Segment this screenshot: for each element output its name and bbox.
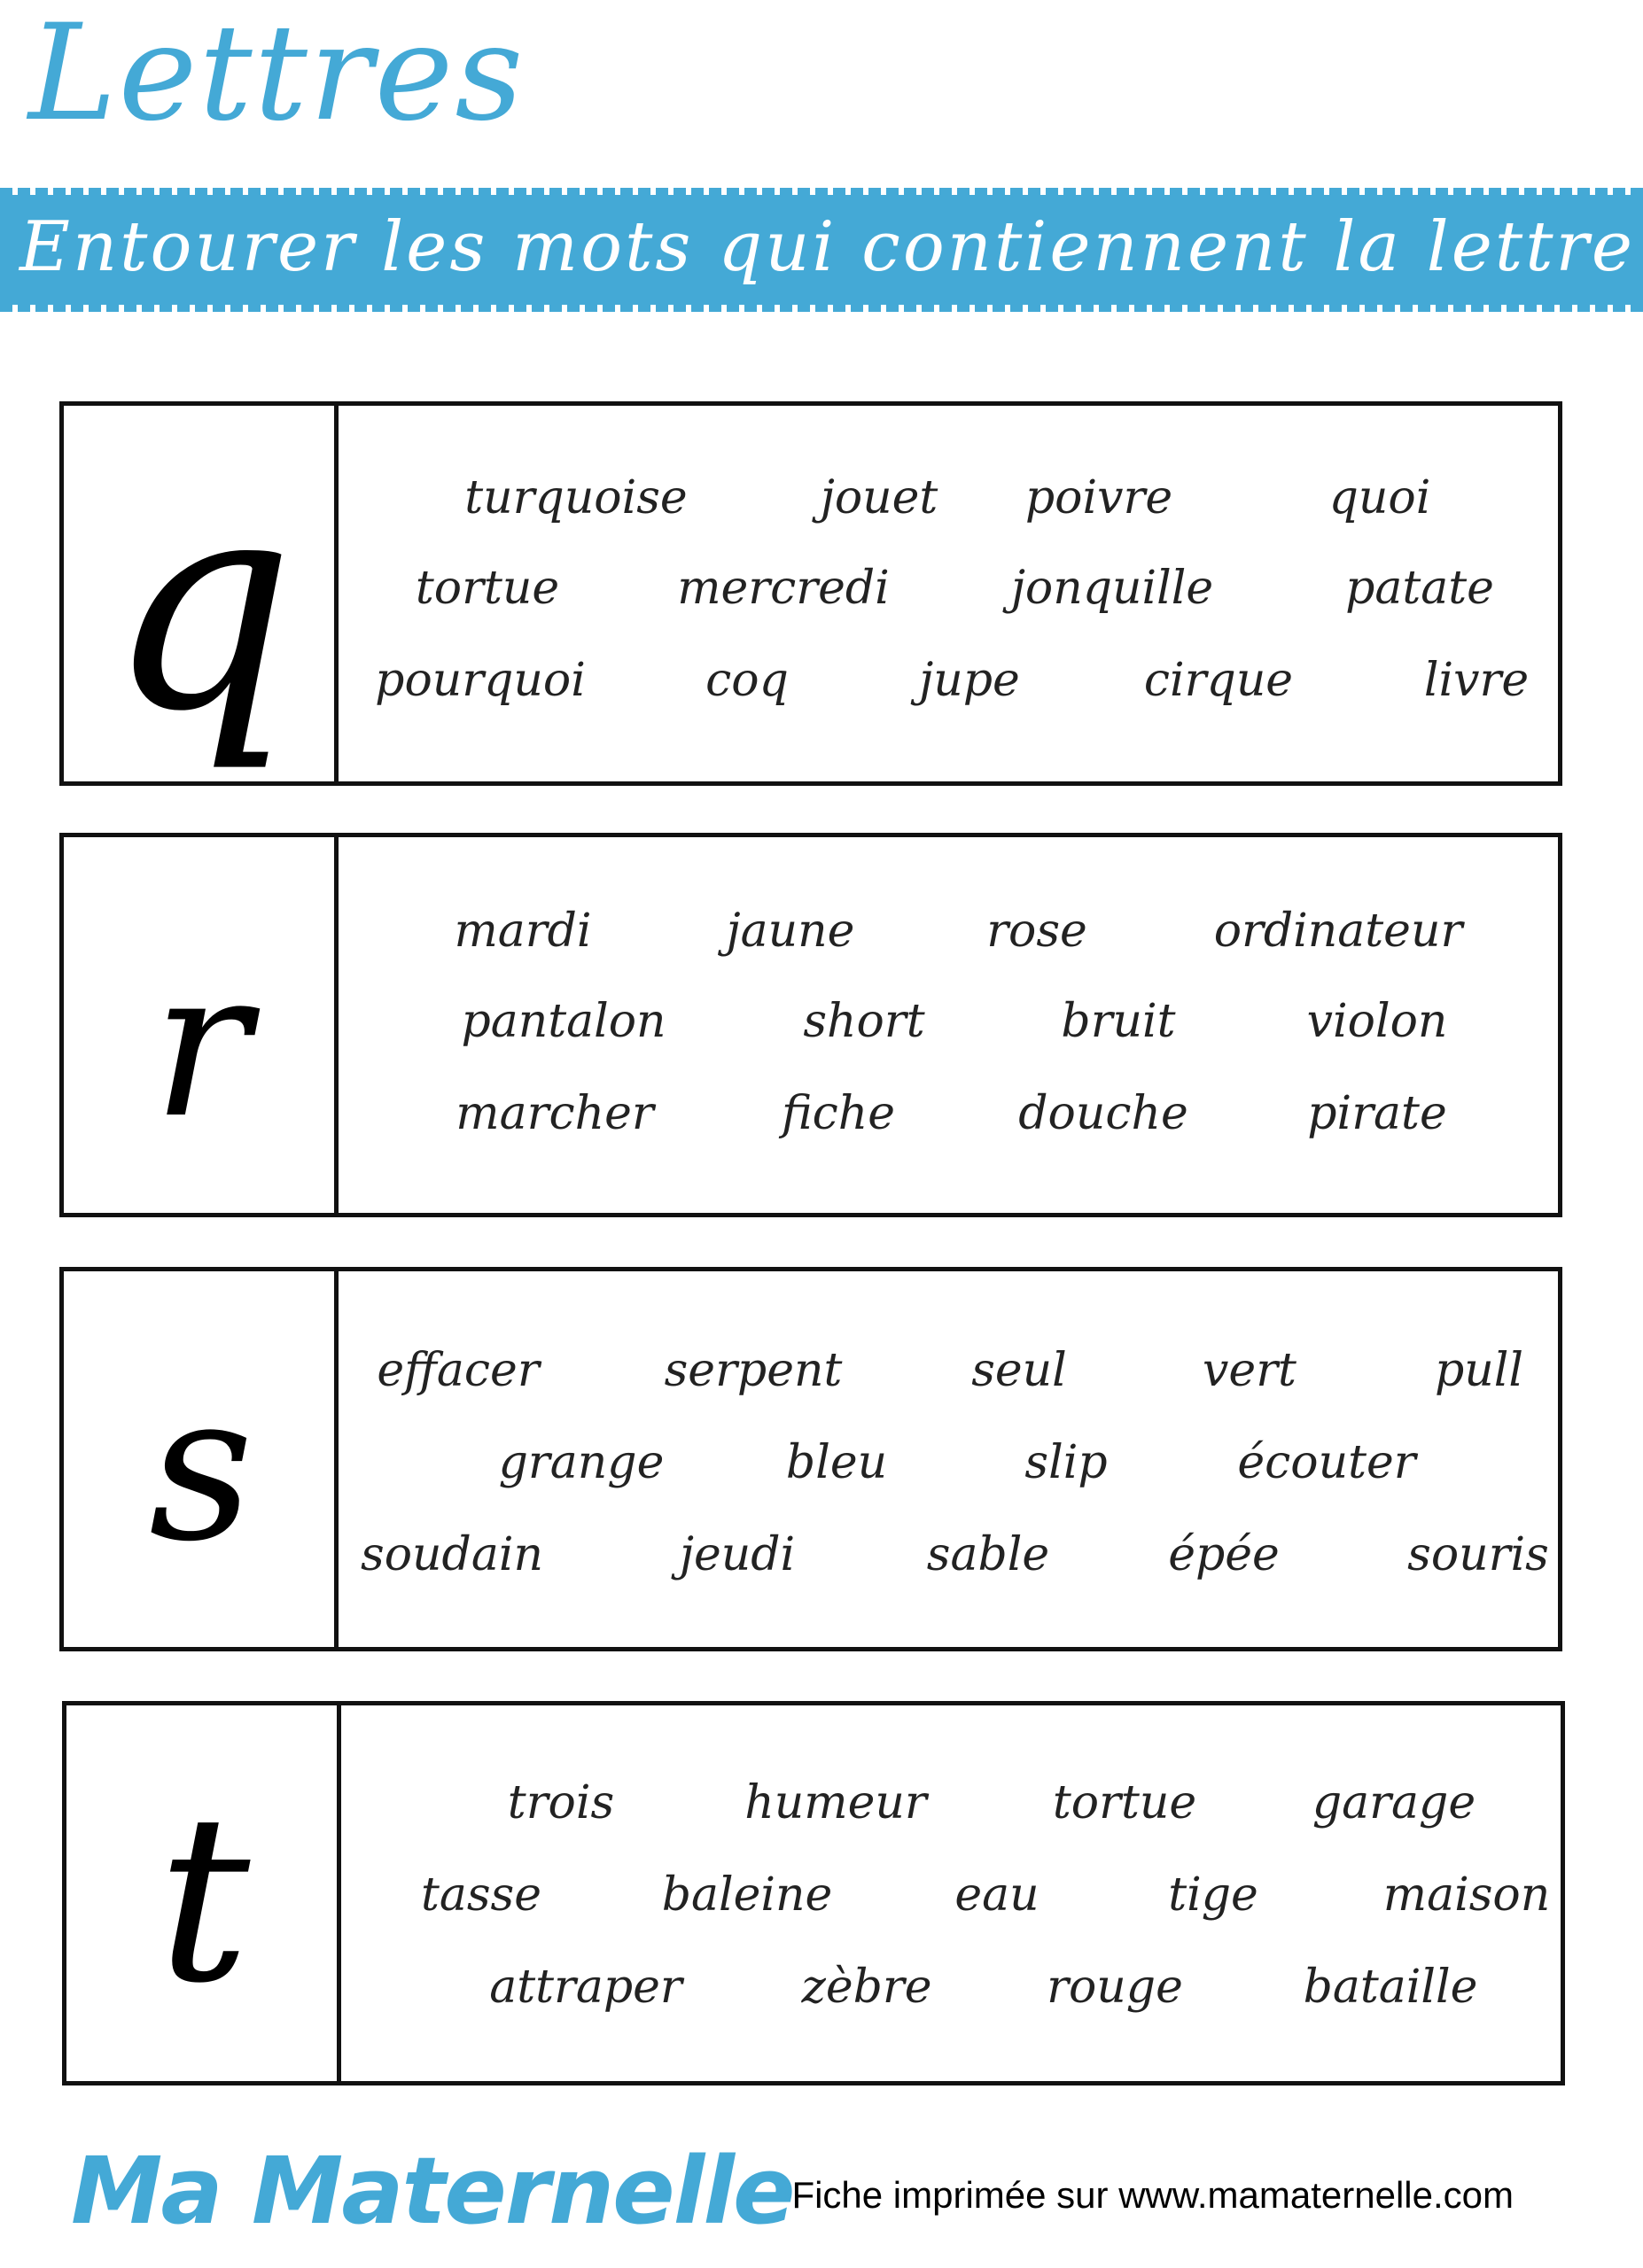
instruction-banner [0,195,1643,305]
instruction-text: Entourer les mots qui contiennent la lettre [19,207,1635,287]
word[interactable]: short [803,995,925,1048]
word[interactable]: pourquoi [375,654,586,707]
word[interactable]: mardi [454,905,592,958]
target-letter: q [107,435,295,775]
letter-cell [64,406,339,781]
letter-cell [64,837,339,1213]
word[interactable]: sable [926,1528,1050,1581]
word[interactable]: ordinateur [1213,905,1463,958]
word[interactable]: serpent [664,1344,843,1397]
word[interactable]: pirate [1307,1087,1447,1140]
word[interactable]: poivre [1024,471,1173,524]
word[interactable]: pantalon [461,995,666,1048]
word[interactable]: jupe [919,654,1020,707]
word[interactable]: violon [1306,995,1448,1048]
word[interactable]: coq [705,654,789,707]
word[interactable]: tortue [1052,1776,1197,1829]
word[interactable]: effacer [377,1344,540,1397]
word[interactable]: jonquille [1010,562,1214,615]
letter-cell [66,1705,341,2081]
word[interactable]: slip [1024,1436,1108,1489]
word[interactable]: écouter [1237,1436,1416,1489]
word[interactable]: jeudi [679,1528,796,1581]
word[interactable]: jouet [820,471,938,524]
page-title: Lettres [28,0,526,151]
target-letter: t [157,1767,251,2034]
word[interactable]: patate [1345,562,1494,615]
word[interactable]: cirque [1143,654,1294,707]
letter-box-t [62,1701,1565,2085]
word[interactable]: jaune [726,905,855,958]
letter-box-s [59,1267,1562,1651]
word[interactable]: tortue [415,562,560,615]
word[interactable]: garage [1312,1776,1476,1829]
footer-credit: Fiche imprimée sur www.mamaternelle.com [791,2174,1514,2216]
word[interactable]: humeur [744,1776,927,1829]
word[interactable]: douche [1018,1087,1188,1140]
word[interactable]: zèbre [801,1961,932,2014]
word[interactable]: tige [1168,1868,1258,1922]
word[interactable]: bataille [1303,1961,1478,2014]
word[interactable]: bruit [1061,995,1176,1048]
word[interactable]: livre [1423,654,1530,707]
word[interactable]: grange [498,1436,665,1489]
letter-cell [64,1271,339,1647]
word[interactable]: mercredi [677,562,890,615]
word[interactable]: bleu [785,1436,888,1489]
letter-box-q [59,401,1562,786]
word[interactable]: quoi [1328,471,1431,524]
word[interactable]: vert [1203,1344,1296,1397]
word[interactable]: épée [1168,1528,1280,1581]
target-letter: r [152,927,250,1163]
word[interactable]: tasse [420,1868,542,1922]
word[interactable]: attraper [489,1961,682,2014]
word[interactable]: rose [986,905,1087,958]
word[interactable]: pull [1434,1344,1524,1397]
word[interactable]: eau [954,1868,1040,1922]
brand-logo: Ma Maternelle [71,2137,794,2245]
word[interactable]: marcher [456,1087,654,1140]
word[interactable]: baleine [661,1868,833,1922]
target-letter: s [148,1350,254,1587]
word[interactable]: maison [1382,1868,1551,1922]
word[interactable]: trois [507,1776,615,1829]
word[interactable]: soudain [361,1528,543,1581]
word[interactable]: seul [971,1344,1067,1397]
word[interactable]: rouge [1047,1961,1183,2014]
word[interactable]: souris [1407,1528,1549,1581]
letter-box-r [59,833,1562,1217]
word[interactable]: fiche [781,1087,896,1140]
word[interactable]: turquoise [464,471,688,524]
